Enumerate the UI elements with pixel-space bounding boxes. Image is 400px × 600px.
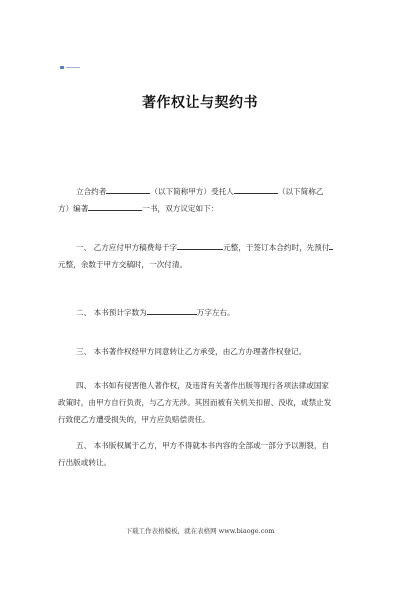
logo-square bbox=[60, 66, 64, 69]
header-logo-mark bbox=[60, 66, 80, 69]
paragraph-clause-2: 二、 本书预计字数为 万字左右。 bbox=[76, 308, 235, 317]
paragraph-clause-5: 五、 本书版权属于乙方，甲方不得就本书内容的全部或一部分予以割裂，自 行出版或转让。 bbox=[58, 441, 330, 467]
trustee-blank[interactable] bbox=[234, 185, 278, 194]
book-title-blank[interactable] bbox=[88, 202, 142, 211]
footer-text: 下载工作表格模板，就在表格网 www.biaoge.com bbox=[125, 527, 275, 535]
prepay-blank[interactable] bbox=[329, 241, 333, 250]
paragraph-clause-4: 四、 本书如有侵害他人著作权，及违背有关著作出版等现行各项法律或国家 政策时，由甲方自行负责，与乙方无涉。其因而被有关机关扣留、没收，或禁止发 行致使乙方遭受损失的，甲方应负赔偿责任。 bbox=[58, 381, 332, 424]
paragraph-clause-1: 一、 乙方应付甲方稿费每千字 元整，于签订本合约时，先预付 元整，余数于甲方交稿时，一次付清。 bbox=[58, 239, 350, 273]
paragraph-parties: 立合约者 （以下简称甲方）受托人 （以下简称乙 方）编著 一书，双方议定如下： bbox=[58, 187, 324, 213]
word-count-blank[interactable] bbox=[147, 306, 197, 315]
party-a-blank[interactable] bbox=[106, 185, 150, 194]
document-title: 著作权让与契约书 bbox=[142, 95, 258, 111]
logo-line bbox=[66, 67, 80, 68]
paragraph-clause-3: 三、 本书著作权经甲方同意转让乙方承受，由乙方办理著作权登记。 bbox=[76, 347, 307, 356]
fee-per-thousand-blank[interactable] bbox=[177, 241, 223, 250]
